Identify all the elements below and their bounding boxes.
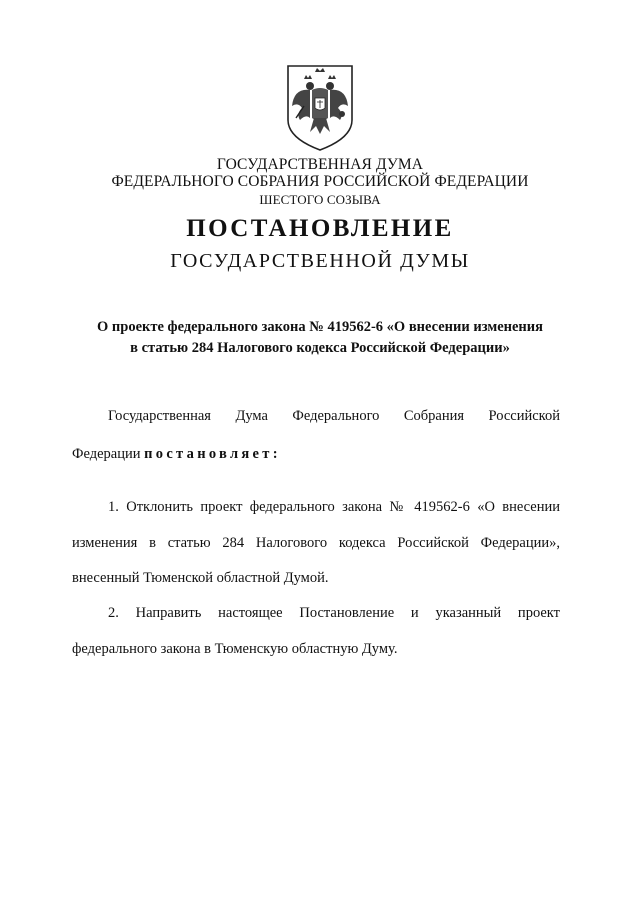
issuer-line-1: ГОСУДАРСТВЕННАЯ ДУМА (216, 156, 424, 173)
document-title: ПОСТАНОВЛЕНИЕ (186, 215, 454, 242)
item-2-line-2: федерального закона в Тюменскую областную Думу. (72, 641, 398, 657)
preamble-subject: Федерации (72, 446, 145, 462)
preamble-line-1: Государственная Дума Федерального Собрания Российской (108, 408, 560, 424)
item-1-line-1: 1. Отклонить проект федерального закона № 419562-6 «О внесении (108, 499, 560, 515)
convocation-line: ШЕСТОГО СОЗЫВА (259, 192, 381, 207)
coat-of-arms-icon (280, 62, 360, 154)
document-subtitle: ГОСУДАРСТВЕННОЙ ДУМЫ (170, 250, 470, 272)
issuer-line-2: ФЕДЕРАЛЬНОГО СОБРАНИЯ РОССИЙСКОЙ ФЕДЕРАЦИИ (111, 173, 529, 190)
preamble-line-2 (72, 446, 560, 463)
item-1-line-2: изменения в статью 284 Налогового кодекса Российской Федерации», (72, 535, 560, 551)
preamble-verb: постановляет: (144, 446, 281, 462)
item-2-line-1: 2. Направить настоящее Постановление и указанный проект (108, 605, 560, 621)
subject-line-2: в статью 284 Налогового кодекса Российской Федерации» (130, 340, 510, 356)
document-subject (60, 317, 580, 359)
subject-line-1: О проекте федерального закона № 419562-6 «О внесении изменения (97, 319, 543, 335)
item-1-line-3: внесенный Тюменской областной Думой. (72, 570, 329, 586)
